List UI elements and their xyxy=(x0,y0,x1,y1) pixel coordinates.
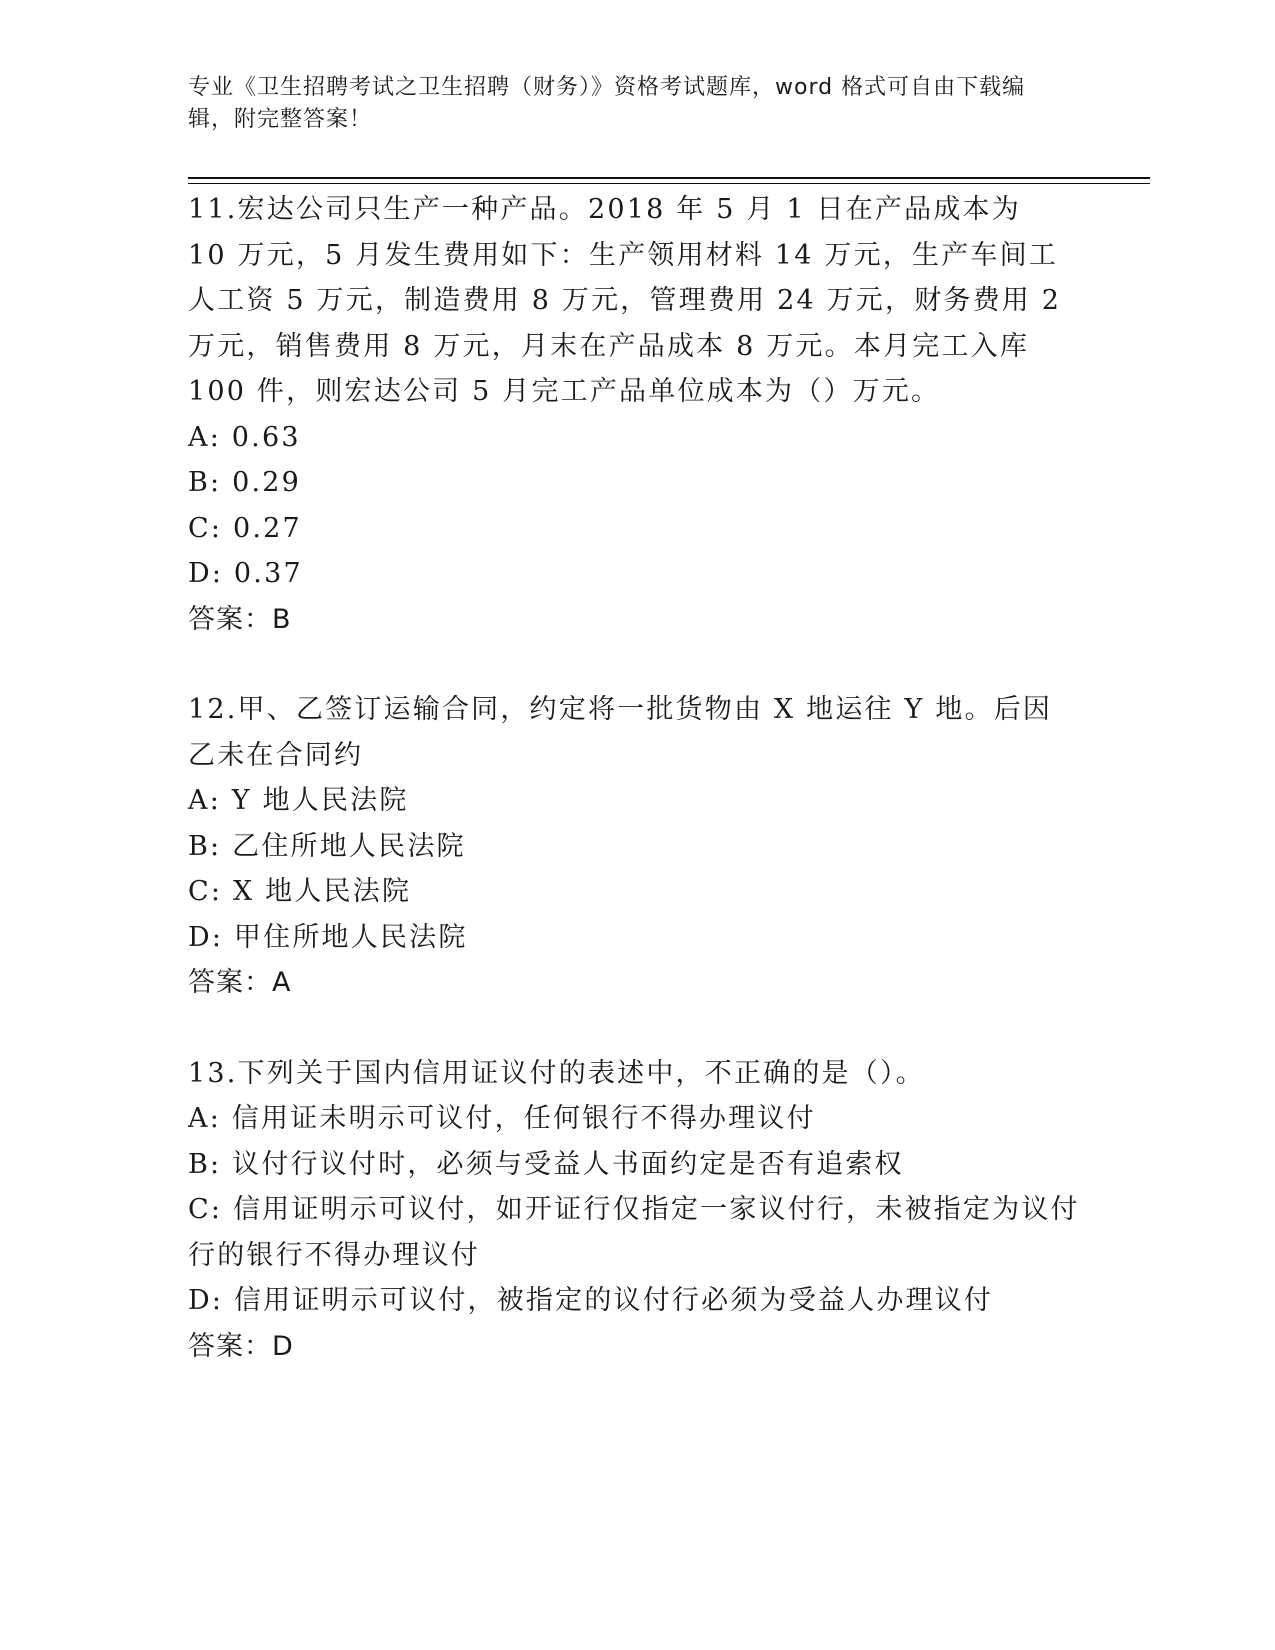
answer-label: 答案：D xyxy=(188,1330,294,1362)
option-c: C: X 地人民法院 xyxy=(188,876,412,907)
option-a: A: 0.63 xyxy=(188,421,301,453)
option-d: D: 信用证明示可议付，被指定的议付行必须为受益人办理议付 xyxy=(188,1285,994,1316)
question-11 xyxy=(188,187,1088,642)
option-d: D: 0.37 xyxy=(188,558,303,589)
question-list xyxy=(188,187,1088,1414)
option-a: A: 信用证未明示可议付，任何银行不得办理议付 xyxy=(188,1103,816,1134)
option-d: D: 甲住所地人民法院 xyxy=(188,921,468,953)
answer-label: 答案：A xyxy=(188,967,292,998)
option-b: B: 乙住所地人民法院 xyxy=(188,830,466,862)
option-b: B: 议付行议付时，必须与受益人书面约定是否有追索权 xyxy=(188,1148,904,1180)
question-text: 12.甲、乙签订运输合同，约定将一批货物由 X 地运往 Y 地。后因乙未在合同约 xyxy=(188,694,1053,771)
answer-label: 答案：B xyxy=(188,603,292,635)
question-text: 13.下列关于国内信用证议付的表述中，不正确的是（）。 xyxy=(188,1057,925,1089)
option-b: B: 0.29 xyxy=(188,467,302,498)
question-text: 11.宏达公司只生产一种产品。2018 年 5 月 1 日在产品成本为 10 万元，5 月发生费用如下：生产领用材料 14 万元，生产车间工人工资 5 万元，制造费用 8 万元，管理费用 24 万元，财务费用 2 万元，销售费用 8 万元，月末在产品成本 8 万元。本月完工入库 100 件，则宏达公司 5 月完工产品单位成本为（）万元。 xyxy=(188,194,1062,407)
header-divider-thick xyxy=(188,177,1150,179)
question-12 xyxy=(188,687,1088,1006)
option-c: C: 0.27 xyxy=(188,512,302,544)
question-13 xyxy=(188,1051,1088,1370)
option-c: C: 信用证明示可议付，如开证行仅指定一家议付行，未被指定为议付行的银行不得办理议付 xyxy=(188,1194,1080,1271)
option-a: A: Y 地人民法院 xyxy=(188,785,409,816)
header-divider-thin xyxy=(188,183,1150,184)
document-header: 专业《卫生招聘考试之卫生招聘（财务）》资格考试题库，word 格式可自由下载编辑，附完整答案！ xyxy=(188,75,1026,132)
